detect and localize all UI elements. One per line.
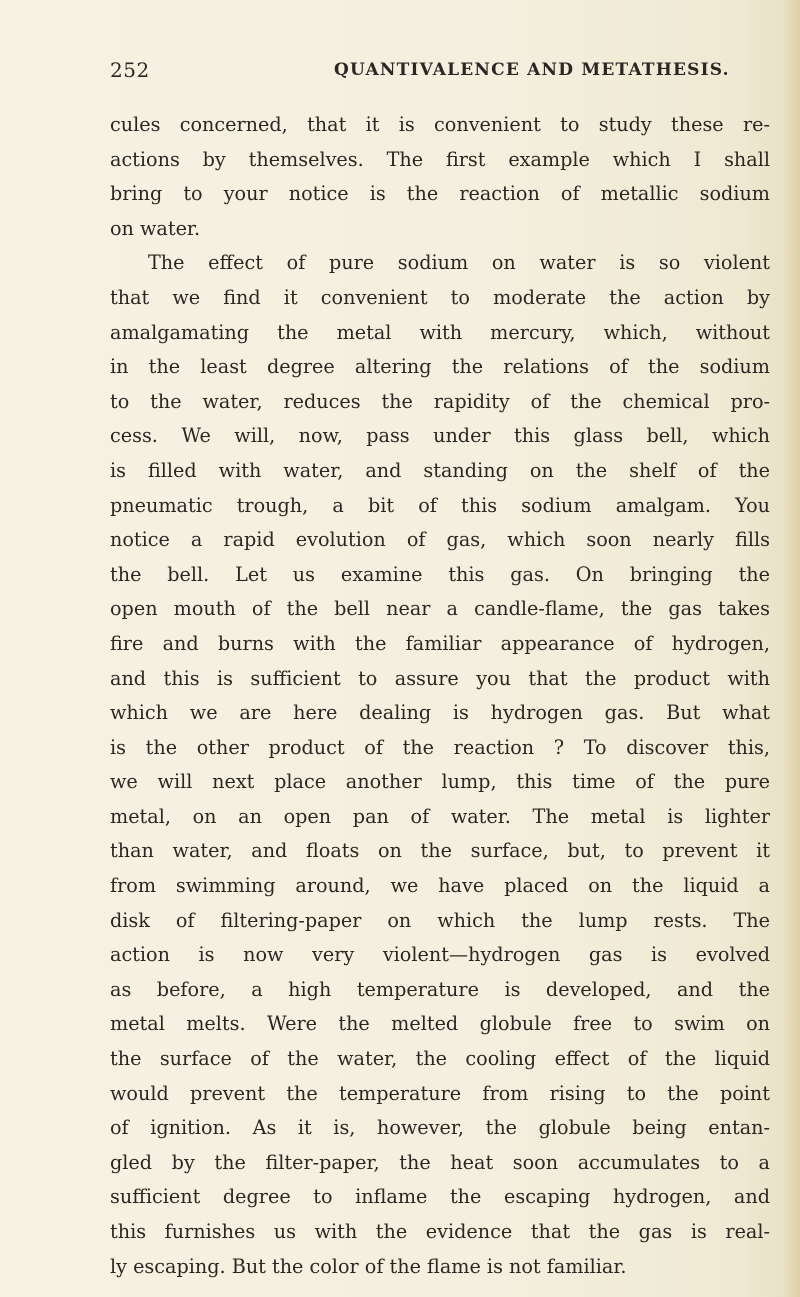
text-line: which we are here dealing is hydrogen gas. But what xyxy=(110,701,770,725)
running-head: QUANTIVALENCE AND METATHESIS. xyxy=(334,60,730,80)
body-text xyxy=(110,108,770,1284)
page-header xyxy=(110,58,730,92)
text-line: from swimming around, we have placed on the liquid a xyxy=(110,874,770,898)
text-line: as before, a high temperature is developed, and the xyxy=(110,977,770,1001)
text-line: than water, and floats on the surface, but, to prevent it xyxy=(110,839,770,863)
page-edge-shadow xyxy=(782,0,800,1297)
text-line: metal melts. Were the melted globule free to swim on xyxy=(110,1012,770,1036)
text-line: on water. xyxy=(110,216,201,240)
text-line: metal, on an open pan of water. The metal is lighter xyxy=(110,804,770,828)
text-line: disk of filtering-paper on which the lump rests. The xyxy=(110,908,770,932)
text-line: is filled with water, and standing on the shelf of the xyxy=(110,458,770,482)
text-line: the bell. Let us examine this gas. On bringing the xyxy=(110,562,770,586)
text-line: open mouth of the bell near a candle-flame, the gas takes xyxy=(110,597,770,621)
text-line: ly escaping. But the color of the flame is not familiar. xyxy=(110,1254,627,1278)
text-line: The effect of pure sodium on water is so violent xyxy=(148,251,770,275)
text-line: would prevent the temperature from rising to the point xyxy=(110,1081,770,1105)
text-line: cess. We will, now, pass under this glass bell, which xyxy=(110,424,770,448)
text-line: actions by themselves. The first example which I shall xyxy=(110,147,770,171)
text-line: notice a rapid evolution of gas, which soon nearly fills xyxy=(110,528,770,552)
text-line: is the other product of the reaction ? To discover this, xyxy=(110,735,770,759)
text-line: of ignition. As it is, however, the globule being entan- xyxy=(110,1116,770,1140)
text-line: action is now very violent—hydrogen gas is evolved xyxy=(110,943,770,967)
text-line: pneumatic trough, a bit of this sodium amalgam. You xyxy=(110,493,770,517)
text-line: and this is sufficient to assure you that the product with xyxy=(110,666,770,690)
text-line: amalgamating the metal with mercury, which, without xyxy=(110,320,770,344)
text-line: this furnishes us with the evidence that the gas is real- xyxy=(110,1220,770,1243)
text-line: the surface of the water, the cooling effect of the liquid xyxy=(110,1047,770,1071)
text-line: to the water, reduces the rapidity of the chemical pro- xyxy=(110,389,770,413)
text-line: sufficient degree to inflame the escaping hydrogen, and xyxy=(110,1185,770,1209)
text-line: we will next place another lump, this time of the pure xyxy=(110,770,770,794)
text-line: in the least degree altering the relations of the sodium xyxy=(110,355,770,379)
text-line: bring to your notice is the reaction of metallic sodium xyxy=(110,182,770,206)
text-line: fire and burns with the familiar appearance of hydrogen, xyxy=(110,631,770,655)
text-line: cules concerned, that it is convenient to study these re- xyxy=(110,113,770,136)
page-number: 252 xyxy=(110,58,150,82)
text-line: that we find it convenient to moderate the action by xyxy=(110,285,770,309)
text-line: gled by the filter-paper, the heat soon accumulates to a xyxy=(110,1150,770,1174)
